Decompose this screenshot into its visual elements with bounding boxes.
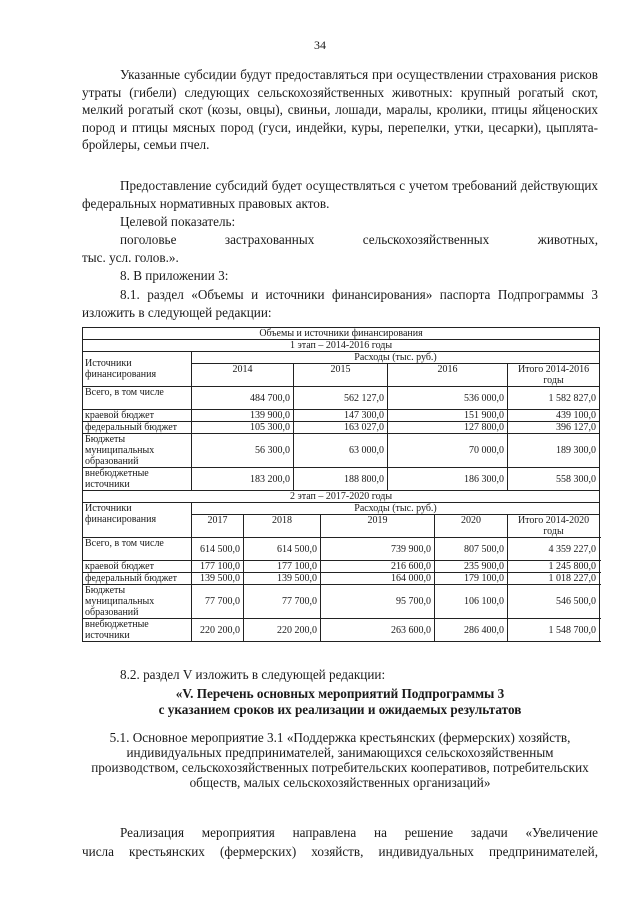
table-row — [83, 561, 600, 573]
financing-table — [82, 327, 600, 642]
stage2-header-row — [83, 503, 600, 515]
stage1-total-header: Итого 2014-2016 годы — [508, 364, 600, 387]
stage1-year-2014: 2014 — [192, 364, 294, 387]
cell-value: 739 900,0 — [321, 538, 435, 561]
cell-value: 77 700,0 — [192, 585, 244, 619]
cell-value: 183 200,0 — [192, 468, 294, 491]
cell-value: 807 500,0 — [435, 538, 508, 561]
row-label: федеральный бюджет — [83, 573, 192, 585]
section-v-title-line1: «V. Перечень основных мероприятий Подпрограммы 3 — [175, 686, 505, 701]
cell-value: 562 127,0 — [294, 387, 388, 410]
paragraph-subsidies-animals: Указанные субсидии будут предоставляться при осуществлении страхования рисков утраты (гибели) следующих сельскохозяйственных животных: крупный рогатый скот, мелкий рогатый скот (козы, овцы), свиньи, лошади, маралы, кролики, птицы яйценоских пород и птицы мясных пород (гуси, индейки, куры, перепелки, утки, цесарки), цыплята-бройлеры, семьи пчел. — [82, 67, 598, 153]
cell-value: 1 548 700,0 — [508, 619, 600, 642]
stage2-expenses-header: Расходы (тыс. руб.) — [192, 503, 600, 515]
cell-value: 63 000,0 — [294, 434, 388, 468]
stage2-label-row — [83, 491, 600, 503]
row-label-text: Бюджеты муниципальных образований — [85, 434, 155, 467]
row-label: внебюджетные источники — [83, 468, 192, 491]
cell-value: 546 500,0 — [508, 585, 600, 619]
table-title: Объемы и источники финансирования — [83, 328, 600, 340]
cell-value: 139 500,0 — [244, 573, 321, 585]
cell-value: 1 582 827,0 — [508, 387, 600, 410]
cell-value: 106 100,0 — [435, 585, 508, 619]
cell-value: 220 200,0 — [192, 619, 244, 642]
stage2-year-2019: 2019 — [321, 515, 435, 538]
cell-value: 536 000,0 — [388, 387, 508, 410]
cell-value: 439 100,0 — [508, 410, 600, 422]
cell-value: 163 027,0 — [294, 422, 388, 434]
table-row — [83, 410, 600, 422]
row-label: внебюджетные источники — [83, 619, 192, 642]
cell-value: 614 500,0 — [244, 538, 321, 561]
stage1-year-2015: 2015 — [294, 364, 388, 387]
stage2-year-2017: 2017 — [192, 515, 244, 538]
table-row — [83, 538, 600, 561]
cell-value: 188 800,0 — [294, 468, 388, 491]
implementation-paragraph-line1: Реализация мероприятия направлена на решение задачи «Увеличение — [120, 825, 598, 840]
page-number: 34 — [314, 38, 326, 52]
stage1-year-2016: 2016 — [388, 364, 508, 387]
row-label — [83, 434, 192, 468]
cell-value: 56 300,0 — [192, 434, 294, 468]
item-8-heading: 8. В приложении 3: — [120, 268, 229, 283]
cell-value: 164 000,0 — [321, 573, 435, 585]
cell-value: 614 500,0 — [192, 538, 244, 561]
cell-value: 286 400,0 — [435, 619, 508, 642]
cell-value: 105 300,0 — [192, 422, 294, 434]
stage1-label-row — [83, 340, 600, 352]
table-row — [83, 387, 600, 410]
implementation-paragraph-line2: числа крестьянских (фермерских) хозяйств, индивидуальных предпринимателей, — [82, 844, 598, 859]
item-8-2-text: 8.2. раздел V изложить в следующей редакции: — [120, 667, 386, 682]
stage2-label: 2 этап – 2017-2020 годы — [83, 491, 600, 503]
stage1-label: 1 этап – 2014-2016 годы — [83, 340, 600, 352]
cell-value: 189 300,0 — [508, 434, 600, 468]
cell-value: 177 100,0 — [192, 561, 244, 573]
stage2-year-2018: 2018 — [244, 515, 321, 538]
row-label-text: Бюджеты муниципальных образований — [85, 585, 155, 618]
measure-3-1-title: 5.1. Основное мероприятие 3.1 «Поддержка крестьянских (фермерских) хозяйств, индивидуальных предпринимателей, занимающихся сельскохозяйственным производством, сельскохозяйственных потребительских кооперативов, потребительских обществ, малых сельскохозяйственных организаций» — [91, 730, 589, 790]
cell-value: 147 300,0 — [294, 410, 388, 422]
table-row — [83, 434, 600, 468]
stage2-total-header: Итого 2014-2020 годы — [508, 515, 600, 538]
cell-value: 558 300,0 — [508, 468, 600, 491]
table-row — [83, 585, 600, 619]
cell-value: 216 600,0 — [321, 561, 435, 573]
stage2-year-2020: 2020 — [435, 515, 508, 538]
cell-value: 179 100,0 — [435, 573, 508, 585]
table-row — [83, 468, 600, 491]
stage1-header-row — [83, 352, 600, 364]
cell-value: 263 600,0 — [321, 619, 435, 642]
cell-value: 151 900,0 — [388, 410, 508, 422]
table-row — [83, 619, 600, 642]
row-label: краевой бюджет — [83, 561, 192, 573]
target-indicator-label: Целевой показатель: — [120, 214, 236, 229]
stage1-source-header: Источники финансирования — [83, 352, 192, 387]
cell-value: 484 700,0 — [192, 387, 294, 410]
target-indicator-unit: тыс. усл. голов.». — [82, 250, 179, 265]
cell-value: 4 359 227,0 — [508, 538, 600, 561]
table-row — [83, 422, 600, 434]
cell-value: 70 000,0 — [388, 434, 508, 468]
table-title-row — [83, 328, 600, 340]
cell-value: 396 127,0 — [508, 422, 600, 434]
cell-value: 95 700,0 — [321, 585, 435, 619]
row-label: Всего, в том числе — [83, 387, 192, 410]
cell-value: 127 800,0 — [388, 422, 508, 434]
target-indicator-value: поголовье застрахованных сельскохозяйственных животных, — [120, 232, 598, 247]
cell-value: 220 200,0 — [244, 619, 321, 642]
row-label: Всего, в том числе — [83, 538, 192, 561]
cell-value: 139 500,0 — [192, 573, 244, 585]
cell-value: 235 900,0 — [435, 561, 508, 573]
stage1-expenses-header: Расходы (тыс. руб.) — [192, 352, 600, 364]
cell-value: 139 900,0 — [192, 410, 294, 422]
row-label: федеральный бюджет — [83, 422, 192, 434]
cell-value: 186 300,0 — [388, 468, 508, 491]
row-label — [83, 585, 192, 619]
cell-value: 1 245 800,0 — [508, 561, 600, 573]
cell-value: 1 018 227,0 — [508, 573, 600, 585]
table-row — [83, 573, 600, 585]
row-label: краевой бюджет — [83, 410, 192, 422]
cell-value: 177 100,0 — [244, 561, 321, 573]
cell-value: 77 700,0 — [244, 585, 321, 619]
paragraph-federal-acts: Предоставление субсидий будет осуществляться с учетом требований действующих федеральных нормативных правовых актов. — [82, 178, 598, 211]
stage2-source-header: Источники финансирования — [83, 503, 192, 538]
item-8-1-text: 8.1. раздел «Объемы и источники финансирования» паспорта Подпрограммы 3 изложить в следующей редакции: — [82, 287, 598, 320]
section-v-title-line2: с указанием сроков их реализации и ожидаемых результатов — [158, 702, 522, 717]
